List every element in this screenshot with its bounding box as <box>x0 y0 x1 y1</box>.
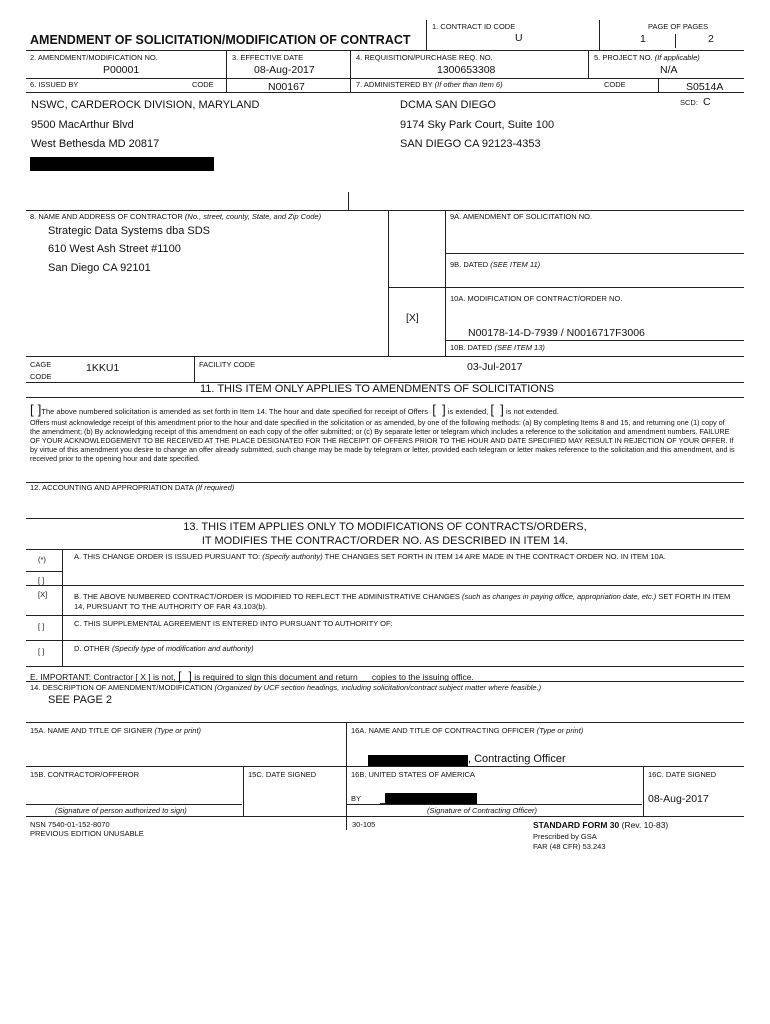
item-13-row-c: C. THIS SUPPLEMENTAL AGREEMENT IS ENTERED INTO PURSUANT TO AUTHORITY OF: <box>74 619 393 628</box>
box-10a-value: N00178-14-D-7939 / N0016717F3006 <box>468 327 645 339</box>
box-16b-label: 16B. UNITED STATES OF AMERICA <box>351 770 475 779</box>
box-9a-label: 9A. AMENDMENT OF SOLICITATION NO. <box>450 212 593 221</box>
contract-id-label: 1. CONTRACT ID CODE <box>432 22 516 31</box>
item-13-row-d: D. OTHER (Specify type of modification and authority) <box>74 644 254 653</box>
cage-label-top: CAGE <box>30 360 52 369</box>
administered-by-code: S0514A <box>686 81 724 93</box>
item-11-paragraph: Offers must acknowledge receipt of this amendment prior to the hour and date specified in the solicitation or as amended, by one of the following methods: (a) By completing Items 8 and 15, and returning one (1) copy of the amendment; (b) By acknowledging receipt of this amendment on each copy of the offer submitted; or (c) By separate letter or telegram which includes a reference to the solicitation and amendment numbers. FAILURE OF YOUR ACKNOWLEDGEMENT TO BE RECEIVED AT THE PLACE DESIGNATED FOR THE RECEIPT OF OFFERS PRIOR TO THE HOUR AND DATE SPECIFIED MAY RESULT IN REJECTION OF YOUR OFFER. If by virtue of this amendment you desire to change an offer already submitted, such change may be made by telegram or letter, provided each telegram or letter makes reference to the solicitation and this amendment, and is received prior to the opening hour and date specified. <box>30 418 735 463</box>
item-13-title-2: IT MODIFIES THE CONTRACT/ORDER NO. AS DESCRIBED IN ITEM 14. <box>201 535 569 547</box>
cage-value: 1KKU1 <box>86 362 120 374</box>
box-16c-value: 08-Aug-2017 <box>648 793 709 805</box>
box-10a-label: 10A. MODIFICATION OF CONTRACT/ORDER NO. <box>450 294 623 303</box>
page-number: 1 <box>640 33 646 45</box>
requisition-no-value: 1300653308 <box>437 64 496 76</box>
box-15c-label: 15C. DATE SIGNED <box>248 770 317 779</box>
issued-by-code-label: CODE <box>192 80 214 89</box>
administered-by-code-label: CODE <box>604 80 626 89</box>
important-notice: E. IMPORTANT: Contractor [ X ] is not, [ ] is required to sign this document and return __ copies to the issuing office. <box>30 669 474 683</box>
facility-code-label: FACILITY CODE <box>199 360 256 369</box>
box-15a-label: 15A. NAME AND TITLE OF SIGNER (Type or print) <box>30 726 202 735</box>
issuer-line-2: 9500 MacArthur Blvd <box>31 119 134 131</box>
item-13-row-a: A. THIS CHANGE ORDER IS ISSUED PURSUANT TO: (Specify authority) THE CHANGES SET FORTH IN ITEM 14 ARE MADE IN THE CONTRACT ORDER NO. IN ITEM 10A. <box>74 552 666 561</box>
issuer-line-3: West Bethesda MD 20817 <box>31 138 160 150</box>
by-label: BY <box>351 794 362 803</box>
effective-date-value: 08-Aug-2017 <box>254 64 315 76</box>
redacted-block <box>30 157 214 171</box>
standard-form-label: STANDARD FORM 30 (Rev. 10-83) <box>533 820 669 830</box>
item-11-line-1: [ ]The above numbered solicitation is amended as set forth in Item 14. The hour and date specified for receipt of Offers [ ] is extended, [ ] is not extended. <box>30 402 559 417</box>
administered-by-label: 7. ADMINISTERED BY (If other than Item 6) <box>356 80 503 89</box>
previous-edition-note: PREVIOUS EDITION UNUSABLE <box>30 829 144 838</box>
item-14-value: SEE PAGE 2 <box>48 694 112 706</box>
scd-value: C <box>703 96 711 108</box>
contract-id-value: U <box>515 32 523 44</box>
box-10b-label: 10B. DATED (SEE ITEM 13) <box>450 343 545 352</box>
box-15b-label: 15B. CONTRACTOR/OFFEROR <box>30 770 140 779</box>
admin-line-1: DCMA SAN DIEGO <box>400 99 496 111</box>
issuer-line-1: NSWC, CARDEROCK DIVISION, MARYLAND <box>31 99 260 111</box>
total-pages: 2 <box>708 33 714 45</box>
prescribed-by: Prescribed by GSA <box>533 832 597 841</box>
form-title: AMENDMENT OF SOLICITATION/MODIFICATION OF CONTRACT <box>30 33 411 47</box>
item-13-row-b: B. THE ABOVE NUMBERED CONTRACT/ORDER IS MODIFIED TO REFLECT THE ADMINISTRATIVE CHANGES (such as changes in paying office, appropriation date, etc.) SET FORTH IN ITEM 14, PURSUANT TO THE AUTHORITY OF FAR 43.103(b). <box>74 592 731 611</box>
contractor-line-2: 610 West Ash Street #1100 <box>48 243 181 255</box>
item-13-mark-d: [ ] <box>38 647 45 656</box>
item-14-label: 14. DESCRIPTION OF AMENDMENT/MODIFICATION (Organized by UCF section headings, including solicitation/contract subject matter where feasible.) <box>30 683 542 692</box>
box-10b-value: 03-Jul-2017 <box>467 361 523 373</box>
amendment-no-value: P00001 <box>103 64 140 76</box>
contractor-line-1: Strategic Data Systems dba SDS <box>48 225 211 237</box>
effective-date-label: 3. EFFECTIVE DATE <box>232 53 304 62</box>
project-no-label: 5. PROJECT NO. (If applicable) <box>594 53 700 62</box>
issued-by-label: 6. ISSUED BY <box>30 80 79 89</box>
cage-label-bottom: CODE <box>30 372 52 381</box>
contractor-line-3: San Diego CA 92101 <box>48 262 151 274</box>
item-11-title: 11. THIS ITEM ONLY APPLIES TO AMENDMENTS OF SOLICITATIONS <box>200 383 555 395</box>
scd-label: SCD: <box>680 98 698 107</box>
item-13-title-1: 13. THIS ITEM APPLIES ONLY TO MODIFICATIONS OF CONTRACTS/ORDERS, <box>183 521 587 533</box>
item-13-mark-a: [ ] <box>38 576 45 585</box>
officer-signature-note: (Signature of Contracting Officer) <box>427 806 538 815</box>
form-number: 30-105 <box>352 820 376 829</box>
contracting-officer-title: , Contracting Officer <box>468 753 566 765</box>
item-13-mark-star: (*) <box>38 555 46 564</box>
item-12-label: 12. ACCOUNTING AND APPROPRIATION DATA (If required) <box>30 483 235 492</box>
box-9b-label: 9B. DATED (SEE ITEM 11) <box>450 260 541 269</box>
nsn-number: NSN 7540-01-152-8070 <box>30 820 110 829</box>
far-reference: FAR (48 CFR) 53.243 <box>533 842 606 851</box>
contractor-label: 8. NAME AND ADDRESS OF CONTRACTOR (No., street, county, State, and Zip Code) <box>30 212 322 221</box>
box-16a-label: 16A. NAME AND TITLE OF CONTRACTING OFFICER (Type or print) <box>351 726 584 735</box>
admin-line-2: 9174 Sky Park Court, Suite 100 <box>400 119 555 131</box>
admin-line-3: SAN DIEGO CA 92123-4353 <box>400 138 541 150</box>
redacted-signature <box>385 793 477 804</box>
box-10a-check: [X] <box>406 312 419 324</box>
item-13-mark-b: [X] <box>38 590 48 599</box>
project-no-value: N/A <box>660 64 678 76</box>
requisition-no-label: 4. REQUISITION/PURCHASE REQ. NO. <box>356 53 493 62</box>
amendment-no-label: 2. AMENDMENT/MODIFICATION NO. <box>30 53 158 62</box>
issued-by-code: N00167 <box>268 81 305 93</box>
item-13-mark-c: [ ] <box>38 622 45 631</box>
page-of-pages-label: PAGE OF PAGES <box>648 22 709 31</box>
box-16c-label: 16C. DATE SIGNED <box>648 770 717 779</box>
contractor-signature-note: (Signature of person authorized to sign) <box>55 806 187 815</box>
